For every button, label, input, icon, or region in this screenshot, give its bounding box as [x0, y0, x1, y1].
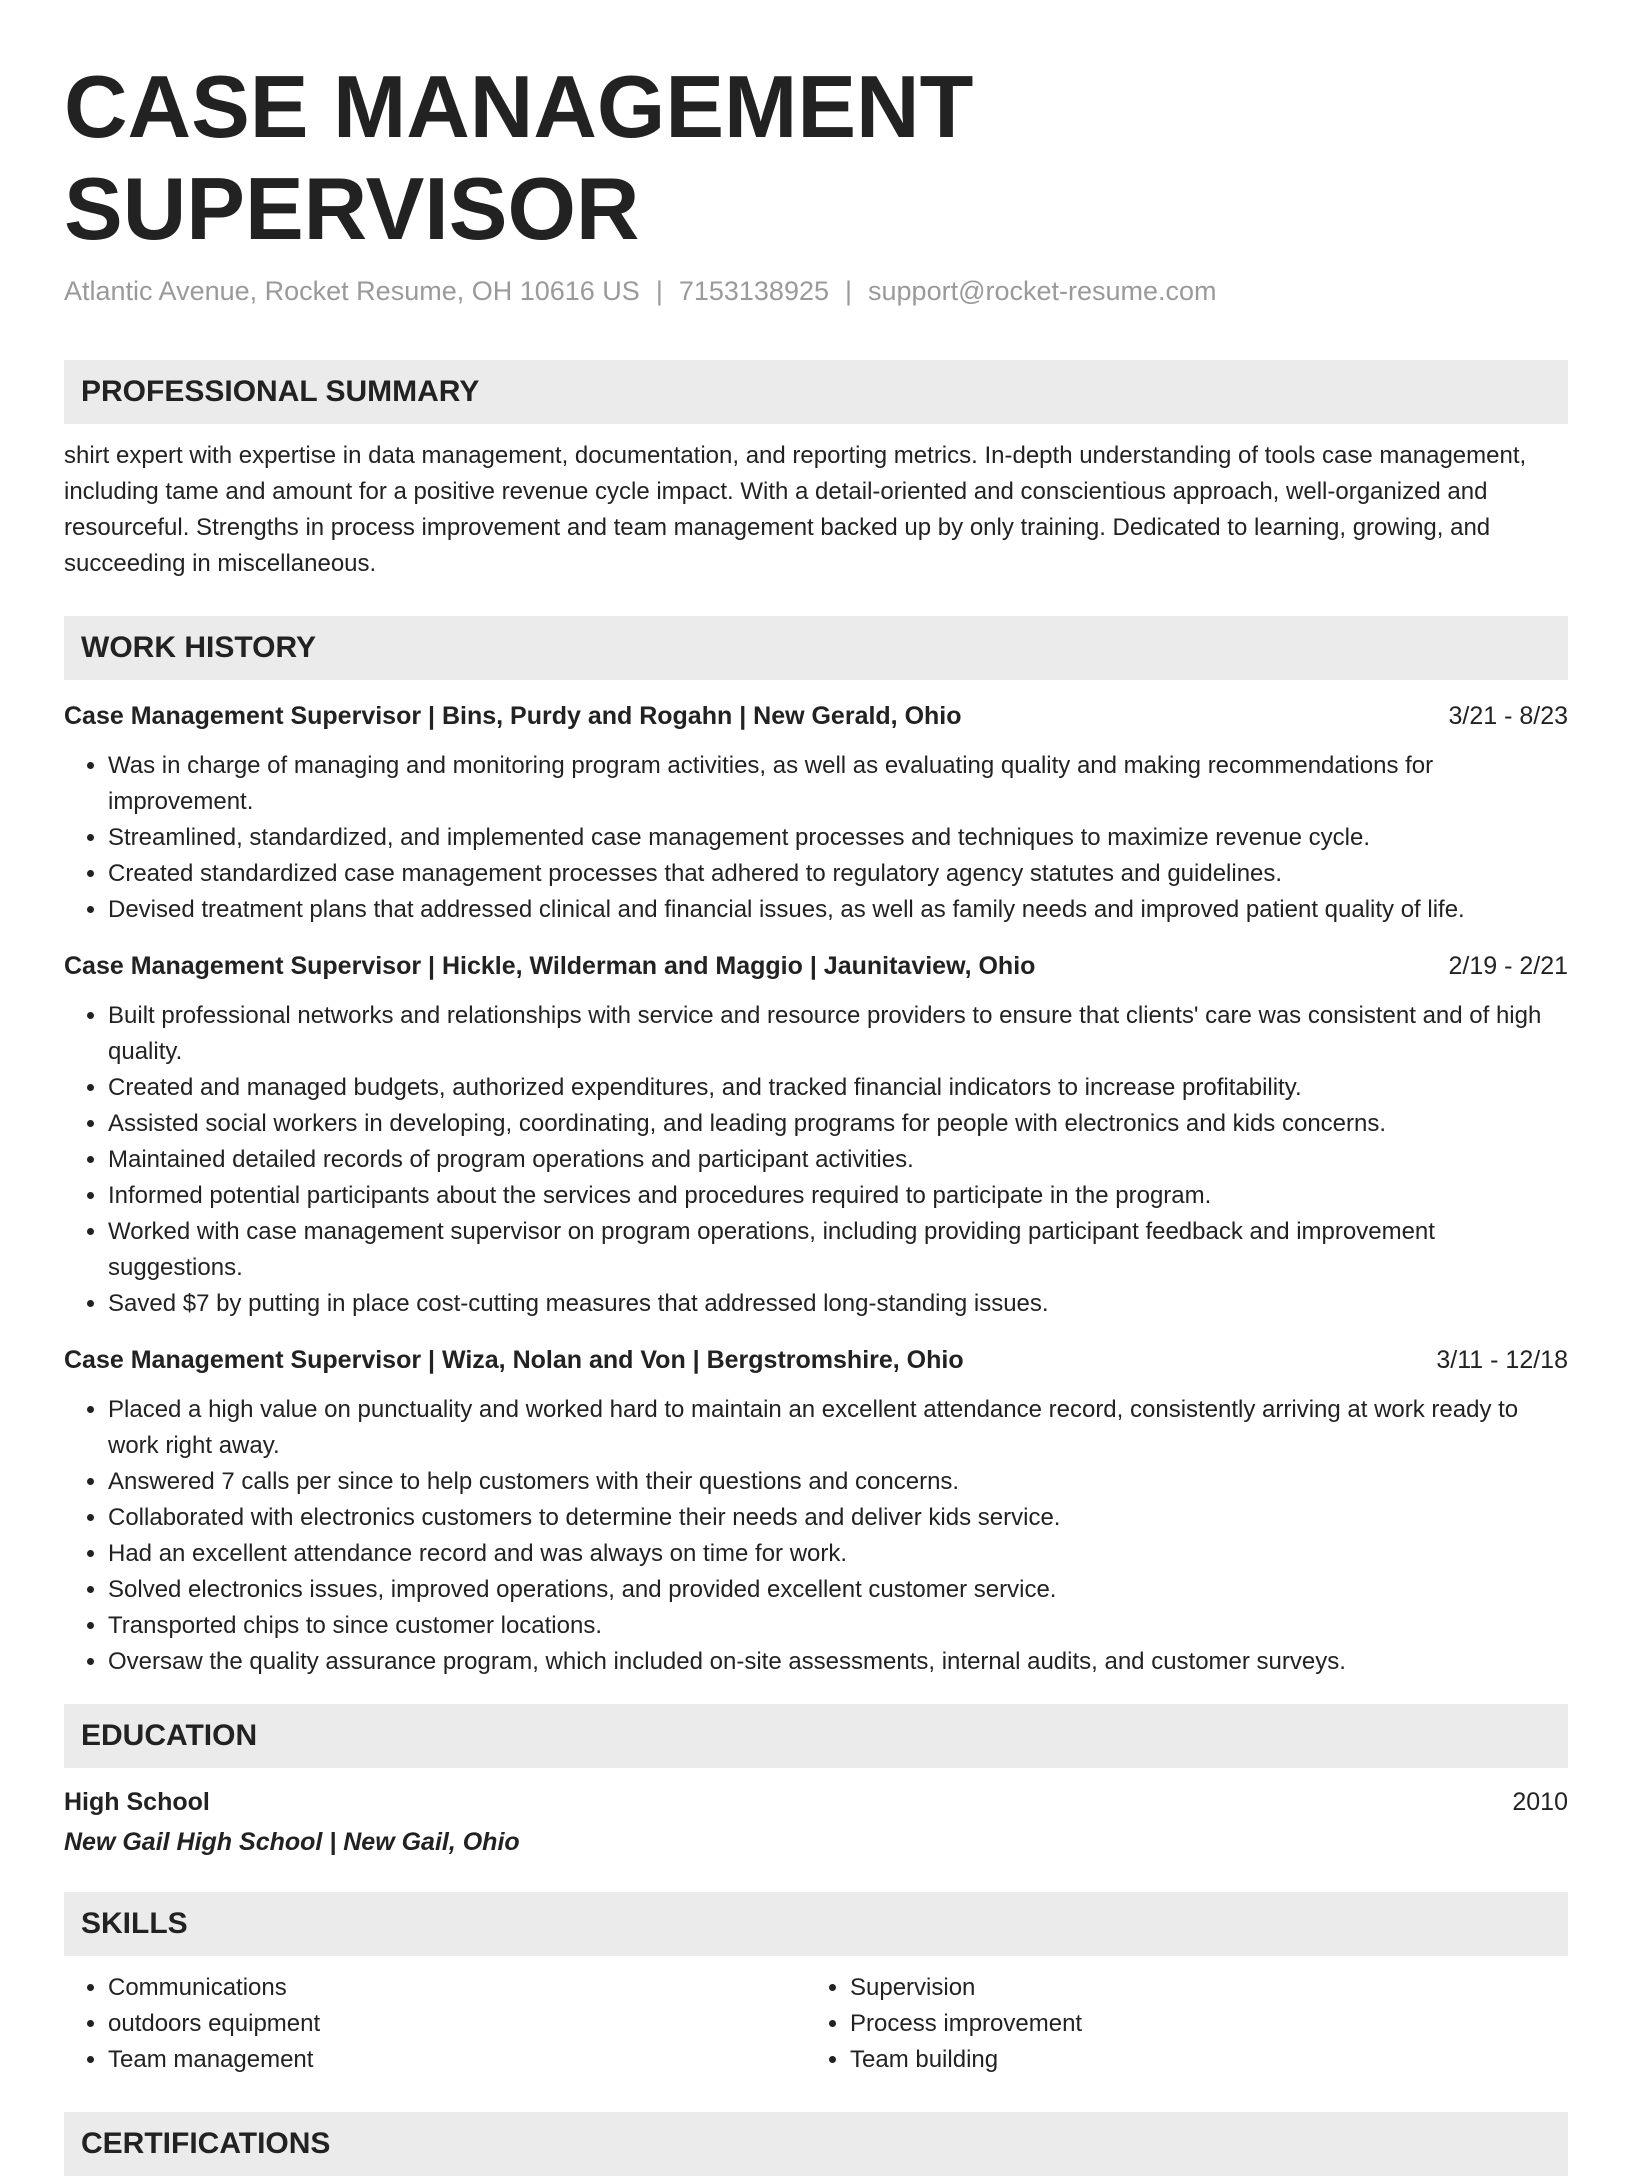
contact-email: support@rocket-resume.com [868, 276, 1217, 306]
job-bullet: • Built professional networks and relationships with service and resource providers to ensure that clients' care was consistent and of high quality. [108, 998, 1568, 1070]
skill-item: • Team building [850, 2042, 1548, 2078]
job-bullet: • Informed potential participants about the services and procedures required to participate in the program. [108, 1178, 1568, 1214]
skill-item: • outdoors equipment [108, 2006, 806, 2042]
resume-content [64, 56, 1568, 2176]
skill-item: • Process improvement [850, 2006, 1548, 2042]
section-header-work: WORK HISTORY [64, 616, 1568, 680]
job-heading: Case Management Supervisor | Wiza, Nolan and Von | Bergstromshire, Ohio [64, 1346, 964, 1374]
contact-address: Atlantic Avenue, Rocket Resume, OH 10616 US [64, 276, 640, 306]
education-entry [64, 1782, 1568, 1822]
job-bullet: • Worked with case management supervisor on program operations, including providing participant feedback and improvement suggestions. [108, 1214, 1568, 1286]
education-school: New Gail High School | New Gail, Ohio [64, 1828, 520, 1856]
job-bullet: • Maintained detailed records of program operations and participant activities. [108, 1142, 1568, 1178]
job-dates: 2/19 - 2/21 [1448, 952, 1568, 980]
education-year: 2010 [1512, 1788, 1568, 1816]
job-bullet: • Answered 7 calls per since to help customers with their questions and concerns. [108, 1464, 1568, 1500]
job-heading: Case Management Supervisor | Hickle, Wilderman and Maggio | Jaunitaview, Ohio [64, 952, 1036, 980]
section-header-skills: SKILLS [64, 1892, 1568, 1956]
section-header-summary: PROFESSIONAL SUMMARY [64, 360, 1568, 424]
job-entry [64, 698, 1568, 928]
job-header [64, 1342, 1568, 1378]
job-header [64, 948, 1568, 984]
job-dates: 3/11 - 12/18 [1436, 1346, 1568, 1374]
contact-separator: | [845, 276, 853, 306]
job-entry [64, 948, 1568, 1322]
job-bullets [64, 1392, 1568, 1680]
job-bullet: • Placed a high value on punctuality and worked hard to maintain an excellent attendance record, consistently arriving at work ready to work right away. [108, 1392, 1568, 1464]
section-header-education: EDUCATION [64, 1704, 1568, 1768]
job-bullet: • Transported chips to since customer locations. [108, 1608, 1568, 1644]
work-history-list [64, 698, 1568, 1680]
job-header [64, 698, 1568, 734]
contact-line [64, 274, 1568, 308]
job-entry [64, 1342, 1568, 1680]
skills-list [64, 1970, 1568, 2078]
job-bullets [64, 748, 1568, 928]
job-bullet: • Oversaw the quality assurance program, which included on-site assessments, internal audits, and customer surveys. [108, 1644, 1568, 1680]
job-dates: 3/21 - 8/23 [1448, 702, 1568, 730]
skill-item: • Communications [108, 1970, 806, 2006]
job-bullet: • Created standardized case management processes that adhered to regulatory agency statutes and guidelines. [108, 856, 1568, 892]
skills-column-right [806, 1970, 1548, 2078]
job-bullet: • Devised treatment plans that addressed clinical and financial issues, as well as family needs and improved patient quality of life. [108, 892, 1568, 928]
skill-item: • Supervision [850, 1970, 1548, 2006]
skills-column-left [64, 1970, 806, 2078]
job-bullet: • Saved $7 by putting in place cost-cutting measures that addressed long-standing issues. [108, 1286, 1568, 1322]
summary-text: shirt expert with expertise in data management, documentation, and reporting metrics. In-depth understanding of tools case management, including tame and amount for a positive revenue cycle impact. With a detail-oriented and conscientious approach, well-organized and resourceful. Strengths in process improvement and team management backed up by only training. Dedicated to learning, growing, and succeeding in miscellaneous. [64, 442, 1527, 577]
skill-item: • Team management [108, 2042, 806, 2078]
job-bullet: • Created and managed budgets, authorized expenditures, and tracked financial indicators to increase profitability. [108, 1070, 1568, 1106]
job-heading: Case Management Supervisor | Bins, Purdy and Rogahn | New Gerald, Ohio [64, 702, 962, 730]
section-header-certifications: CERTIFICATIONS [64, 2112, 1568, 2176]
job-bullet: • Assisted social workers in developing, coordinating, and leading programs for people with electronics and kids concerns. [108, 1106, 1568, 1142]
candidate-name: CASE MANAGEMENT SUPERVISOR [64, 57, 974, 258]
job-bullet: • Collaborated with electronics customers to determine their needs and deliver kids service. [108, 1500, 1568, 1536]
job-bullet: • Solved electronics issues, improved operations, and provided excellent customer service. [108, 1572, 1568, 1608]
job-bullet: • Had an excellent attendance record and was always on time for work. [108, 1536, 1568, 1572]
job-bullets [64, 998, 1568, 1322]
job-bullet: • Was in charge of managing and monitoring program activities, as well as evaluating quality and making recommendations for improvement. [108, 748, 1568, 820]
contact-separator: | [655, 276, 663, 306]
education-degree: High School [64, 1788, 210, 1816]
contact-phone: 7153138925 [678, 276, 829, 306]
job-bullet: • Streamlined, standardized, and implemented case management processes and techniques to maximize revenue cycle. [108, 820, 1568, 856]
